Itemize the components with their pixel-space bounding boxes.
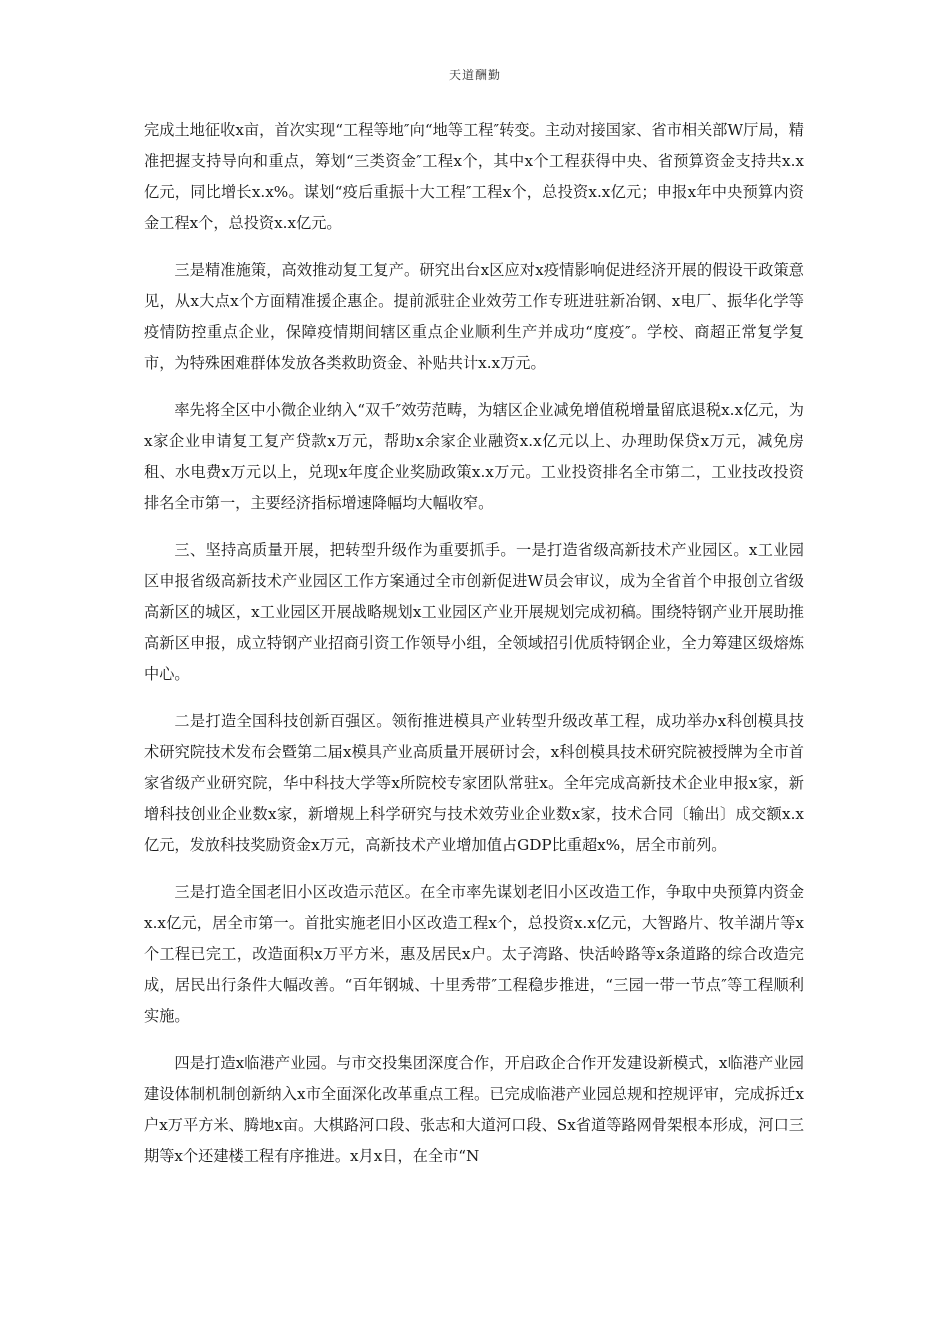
- paragraph-1: 完成土地征收x亩，首次实现“工程等地″向“地等工程″转变。主动对接国家、省市相关部W厅局，精准把握支持导向和重点，筹划“三类资金″工程x个，其中x个工程获得中央、省预算资金支持共x.x亿元，同比增长x.x%。谋划“疫后重振十大工程″工程x个，总投资x.x亿元；申报x年中央预算内资金工程x个，总投资x.x亿元。: [144, 121, 804, 232]
- paragraph-7: 四是打造x临港产业园。与市交投集团深度合作，开启政企合作开发建设新模式，x临港产业园建设体制机制创新纳入x市全面深化改革重点工程。已完成临港产业园总规和控规评审，完成拆迁x户x万平方米、腾地x亩。大棋路河口段、张志和大道河口段、Sx省道等路网骨架根本形成，河口三期等x个还建楼工程有序推进。x月x日，在全市“N: [144, 1054, 804, 1165]
- paragraph-4: 三、坚持高质量开展，把转型升级作为重要抓手。一是打造省级高新技术产业园区。x工业园区申报省级高新技术产业园区工作方案通过全市创新促进W员会审议，成为全省首个申报创立省级高新区的城区，x工业园区开展战略规划x工业园区产业开展规划完成初稿。围绕特钢产业开展助推高新区申报，成立特钢产业招商引资工作领导小组，全领域招引优质特钢企业，全力筹建区级熔炼中心。: [144, 541, 804, 683]
- paragraph-5: 二是打造全国科技创新百强区。领衔推进模具产业转型升级改革工程，成功举办x科创模具技术研究院技术发布会暨第二届x模具产业高质量开展研讨会，x科创模具技术研究院被授牌为全市首家省级产业研究院，华中科技大学等x所院校专家团队常驻x。全年完成高新技术企业申报x家，新增科技创业企业数x家，新增规上科学研究与技术效劳业企业数x家，技术合同〔输出〕成交额x.x亿元，发放科技奖励资金x万元，高新技术产业增加值占GDP比重超x%，居全市前列。: [144, 712, 804, 854]
- paragraph-2: 三是精准施策，高效推动复工复产。研究出台x区应对x疫情影响促进经济开展的假设干政策意见，从x大点x个方面精准援企惠企。提前派驻企业效劳工作专班进驻新冶钢、x电厂、振华化学等疫情防控重点企业，保障疫情期间辖区重点企业顺利生产并成功“度疫″。学校、商超正常复学复市，为特殊困难群体发放各类救助资金、补贴共计x.x万元。: [144, 261, 804, 372]
- paragraph-6: 三是打造全国老旧小区改造示范区。在全市率先谋划老旧小区改造工作，争取中央预算内资金x.x亿元，居全市第一。首批实施老旧小区改造工程x个，总投资x.x亿元，大智路片、牧羊湖片等x个工程已完工，改造面积x万平方米，惠及居民x户。太子湾路、快活岭路等x条道路的综合改造完成，居民出行条件大幅改善。“百年钢城、十里秀带″工程稳步推进，“三园一带一节点″等工程顺利实施。: [144, 883, 804, 1025]
- paragraph-3: 率先将全区中小微企业纳入“双千″效劳范畴，为辖区企业减免增值税增量留底退税x.x亿元，为x家企业申请复工复产贷款x万元，帮助x余家企业融资x.x亿元以上、办理助保贷x万元，减免房租、水电费x万元以上，兑现x年度企业奖励政策x.x万元。工业投资排名全市第二，工业技改投资排名全市第一，主要经济指标增速降幅均大幅收窄。: [144, 401, 804, 512]
- page-header: 天道酬勤: [448, 68, 501, 82]
- document-body: [144, 115, 804, 1188]
